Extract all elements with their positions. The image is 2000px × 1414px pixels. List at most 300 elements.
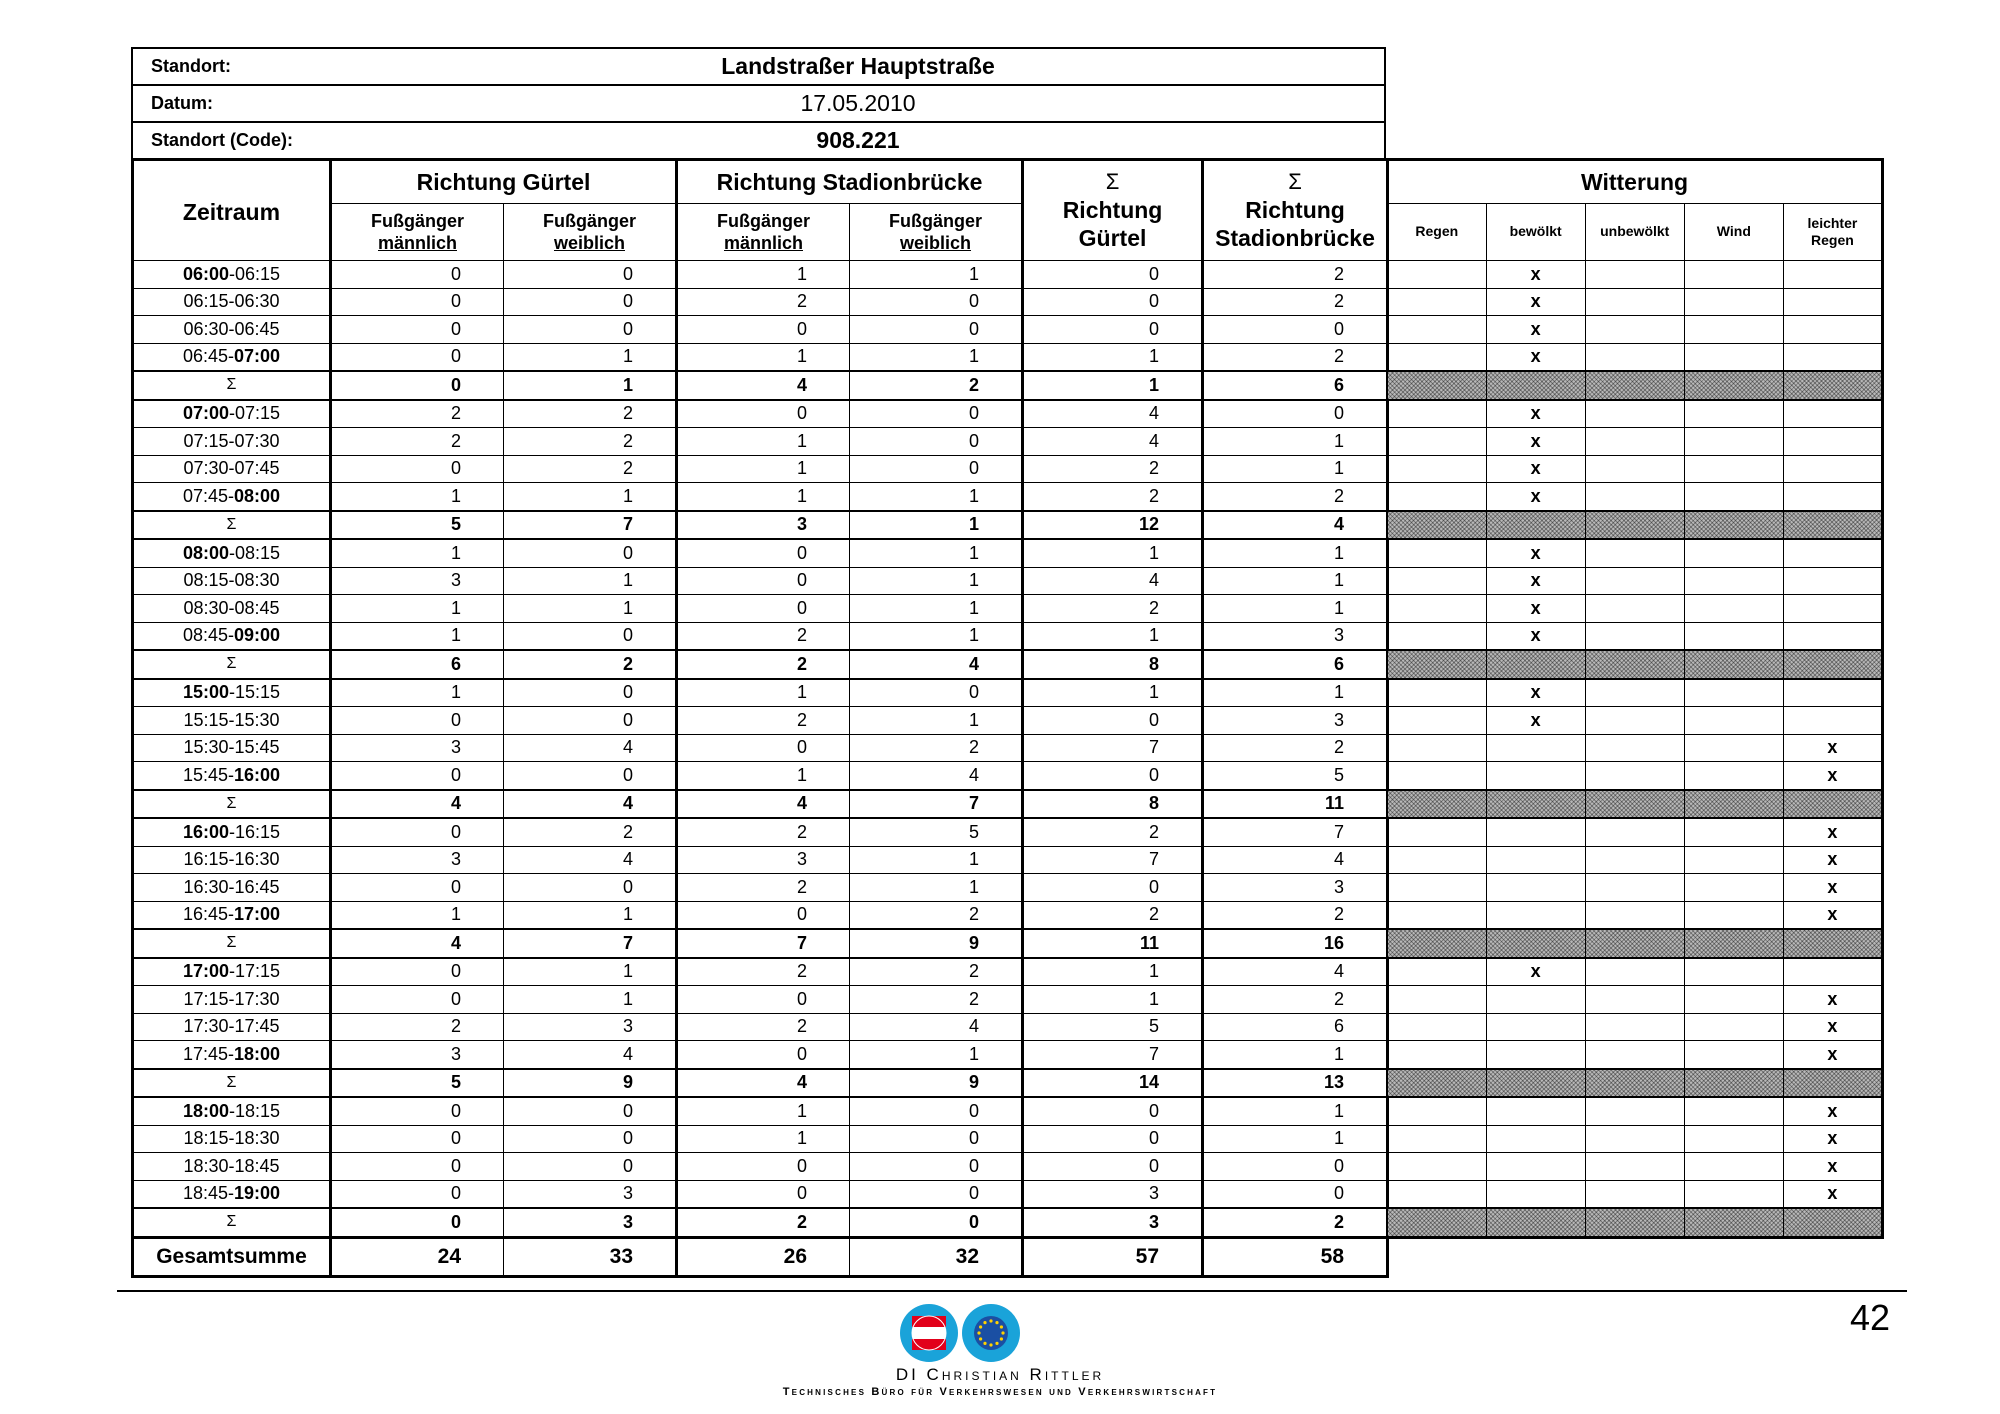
subtotal-cell: 4 [850, 650, 1023, 679]
subtotal-cell: 4 [331, 929, 504, 958]
hatch-cell [1684, 1069, 1783, 1098]
hatch-cell [1387, 790, 1486, 819]
weather-cell [1486, 1153, 1585, 1181]
weather-cell [1684, 567, 1783, 595]
table-row [133, 1180, 1388, 1208]
weather-cell [1585, 1180, 1684, 1208]
weather-row [1387, 679, 1883, 707]
time-part-1: 17:45- [182, 1043, 234, 1064]
count-cell: 3 [331, 846, 504, 874]
hatch-cell [1585, 371, 1684, 400]
count-cell: 4 [850, 762, 1023, 790]
hatch-cell [1585, 1208, 1684, 1237]
count-cell: 1 [504, 958, 677, 986]
weather-table [1386, 158, 1884, 1239]
subtotal-cell: 4 [331, 790, 504, 819]
weather-cell [1585, 734, 1684, 762]
time-part-2: 08:00 [234, 485, 281, 506]
fg-label: Fußgänger [371, 210, 464, 231]
subtotal-cell: 8 [1023, 790, 1203, 819]
weather-cell [1684, 846, 1783, 874]
weather-cell [1387, 567, 1486, 595]
weather-cell [1585, 483, 1684, 511]
weather-cell [1585, 539, 1684, 567]
count-cell: 7 [1023, 734, 1203, 762]
count-cell: 5 [1203, 762, 1388, 790]
table-row [133, 428, 1388, 456]
count-cell: 2 [677, 874, 850, 902]
weather-cell [1585, 316, 1684, 344]
hatch-cell [1387, 371, 1486, 400]
sigma-symbol: Σ [1105, 169, 1120, 194]
count-cell: 1 [1023, 622, 1203, 650]
count-cell: 0 [850, 1125, 1023, 1153]
count-cell: 1 [504, 567, 677, 595]
weather-row [1387, 428, 1883, 456]
table-row [133, 679, 1388, 707]
subtotal-cell: 6 [1203, 371, 1388, 400]
time-cell [133, 622, 331, 650]
count-cell: 1 [677, 343, 850, 371]
weather-cell [1684, 288, 1783, 316]
weather-hatch-row [1387, 790, 1883, 819]
weather-cell: x [1783, 1097, 1882, 1125]
sum-guertel-header [1023, 160, 1203, 261]
count-cell: 4 [504, 1041, 677, 1069]
time-part-2: -18:15 [229, 1100, 281, 1121]
weather-row [1387, 846, 1883, 874]
count-cell: 1 [331, 679, 504, 707]
fg-maennlich-guertel-header [331, 204, 504, 261]
subtotal-cell: 1 [1023, 371, 1203, 400]
weather-cell: x [1783, 1041, 1882, 1069]
weather-cell [1387, 1013, 1486, 1041]
count-cell: 2 [677, 818, 850, 846]
subtotal-row [133, 511, 1388, 540]
weather-row [1387, 734, 1883, 762]
count-cell: 2 [1023, 818, 1203, 846]
subtotal-cell: 3 [504, 1208, 677, 1237]
weather-cell [1486, 986, 1585, 1014]
weather-cell: x [1783, 846, 1882, 874]
weather-cell [1783, 343, 1882, 371]
table-row [133, 1097, 1388, 1125]
time-part-1: 07:45- [182, 485, 234, 506]
weather-cell: x [1486, 539, 1585, 567]
table-row [133, 1125, 1388, 1153]
count-cell: 1 [504, 483, 677, 511]
count-cell: 1 [677, 1097, 850, 1125]
weather-hatch-row [1387, 511, 1883, 540]
time-part-1: 17:15-17:30 [183, 988, 280, 1009]
count-cell: 4 [850, 1013, 1023, 1041]
count-cell: 0 [331, 986, 504, 1014]
count-cell: 2 [1203, 483, 1388, 511]
hatch-cell [1387, 929, 1486, 958]
count-cell: 0 [677, 400, 850, 428]
subtotal-cell: 14 [1023, 1069, 1203, 1098]
time-part-1: 16:15-16:30 [183, 849, 280, 870]
time-part-2: -17:15 [229, 961, 281, 982]
count-cell: 0 [331, 288, 504, 316]
count-cell: 1 [1023, 986, 1203, 1014]
weather-cell [1684, 901, 1783, 929]
time-part-2: -08:15 [229, 542, 281, 563]
weather-cell [1387, 261, 1486, 289]
count-cell: 0 [504, 288, 677, 316]
count-cell: 0 [504, 1125, 677, 1153]
time-cell [133, 734, 331, 762]
table-row [133, 818, 1388, 846]
hatch-cell [1783, 511, 1882, 540]
subtotal-cell: 0 [850, 1208, 1023, 1237]
time-part-1: 08:15-08:30 [183, 570, 280, 591]
table-row [133, 316, 1388, 344]
count-cell: 1 [504, 595, 677, 623]
count-cell: 0 [850, 288, 1023, 316]
time-cell [133, 1013, 331, 1041]
total-cell: 58 [1203, 1237, 1388, 1276]
weather-cell [1387, 483, 1486, 511]
pedestrian-count-table [131, 158, 1389, 1278]
weather-cell [1783, 428, 1882, 456]
count-cell: 2 [1203, 734, 1388, 762]
weiblich-label: weiblich [900, 233, 972, 253]
table-row [133, 1041, 1388, 1069]
count-cell: 0 [331, 343, 504, 371]
weather-cell: x [1486, 958, 1585, 986]
count-cell: 0 [1203, 316, 1388, 344]
weather-cell [1684, 874, 1783, 902]
time-part-1: 16:45- [182, 904, 234, 925]
wx-col-regen: Regen [1387, 204, 1486, 261]
time-cell [133, 1153, 331, 1181]
time-cell [133, 539, 331, 567]
sum-stadion-header [1203, 160, 1388, 261]
count-cell: 2 [850, 986, 1023, 1014]
count-cell: 0 [677, 1180, 850, 1208]
count-cell: 0 [677, 1041, 850, 1069]
hatch-cell [1684, 371, 1783, 400]
table-row [133, 874, 1388, 902]
weather-row [1387, 539, 1883, 567]
count-cell: 1 [331, 483, 504, 511]
time-part-1: 08:00 [182, 542, 229, 563]
weather-cell [1387, 1180, 1486, 1208]
weather-cell [1783, 400, 1882, 428]
count-cell: 1 [677, 1125, 850, 1153]
weather-cell [1585, 1013, 1684, 1041]
weather-row [1387, 1013, 1883, 1041]
weather-cell [1387, 958, 1486, 986]
count-cell: 0 [850, 316, 1023, 344]
time-cell [133, 1125, 331, 1153]
table-row [133, 261, 1388, 289]
time-cell [133, 1097, 331, 1125]
count-cell: 0 [504, 539, 677, 567]
weather-cell [1486, 1041, 1585, 1069]
count-cell: 0 [1023, 288, 1203, 316]
weather-cell [1585, 455, 1684, 483]
count-cell: 1 [504, 986, 677, 1014]
hatch-cell [1783, 650, 1882, 679]
time-part-1: 15:15-15:30 [183, 709, 280, 730]
hatch-cell [1585, 929, 1684, 958]
weather-cell [1684, 595, 1783, 623]
subtotal-cell: 13 [1203, 1069, 1388, 1098]
weather-cell [1585, 958, 1684, 986]
weather-row [1387, 483, 1883, 511]
count-cell: 5 [1023, 1013, 1203, 1041]
time-cell [133, 958, 331, 986]
count-cell: 0 [331, 818, 504, 846]
sigma-symbol: Σ [133, 929, 331, 958]
count-cell: 2 [677, 958, 850, 986]
zeitraum-header: Zeitraum [133, 160, 331, 261]
count-cell: 0 [331, 874, 504, 902]
time-part-2: 18:00 [234, 1043, 281, 1064]
weather-hatch-row [1387, 1208, 1883, 1237]
weather-cell [1585, 762, 1684, 790]
weather-cell [1585, 1125, 1684, 1153]
count-cell: 3 [677, 846, 850, 874]
weather-cell: x [1783, 901, 1882, 929]
code-value: 908.221 [332, 122, 1385, 159]
subtotal-cell: 12 [1023, 511, 1203, 540]
total-cell: 32 [850, 1237, 1023, 1276]
weather-cell [1486, 846, 1585, 874]
count-cell: 3 [331, 1041, 504, 1069]
weather-cell [1387, 818, 1486, 846]
count-cell: 2 [677, 622, 850, 650]
count-cell: 2 [1203, 986, 1388, 1014]
count-cell: 0 [331, 707, 504, 735]
company-name: DI Christian Rittler [895, 1365, 1105, 1384]
count-cell: 0 [850, 1153, 1023, 1181]
weather-cell [1684, 261, 1783, 289]
table-row [133, 986, 1388, 1014]
weather-cell [1783, 261, 1882, 289]
count-cell: 0 [1023, 874, 1203, 902]
weather-cell [1684, 986, 1783, 1014]
total-row [133, 1237, 1388, 1276]
count-cell: 0 [677, 986, 850, 1014]
time-part-1: 06:30-06:45 [183, 318, 280, 339]
subtotal-cell: 6 [1203, 650, 1388, 679]
time-cell [133, 707, 331, 735]
count-cell: 4 [1023, 567, 1203, 595]
count-cell: 3 [504, 1013, 677, 1041]
subtotal-cell: 7 [504, 929, 677, 958]
weather-cell [1783, 316, 1882, 344]
hatch-cell [1387, 1208, 1486, 1237]
time-cell [133, 595, 331, 623]
subtotal-cell: 5 [331, 511, 504, 540]
count-cell: 4 [1023, 428, 1203, 456]
sigma-symbol: Σ [133, 511, 331, 540]
weather-cell [1585, 567, 1684, 595]
sigma-symbol: Σ [133, 371, 331, 400]
count-cell: 1 [850, 622, 1023, 650]
weather-cell [1387, 1097, 1486, 1125]
time-part-2: 19:00 [234, 1183, 281, 1204]
subtotal-cell: 4 [677, 790, 850, 819]
weather-cell [1684, 455, 1783, 483]
weather-cell [1783, 679, 1882, 707]
count-cell: 2 [504, 400, 677, 428]
count-cell: 0 [850, 679, 1023, 707]
count-cell: 2 [1203, 343, 1388, 371]
weather-cell [1387, 622, 1486, 650]
maennlich-label: männlich [723, 233, 803, 253]
subtotal-cell: 4 [1203, 511, 1388, 540]
subtotal-cell: 0 [331, 371, 504, 400]
subtotal-cell: 5 [331, 1069, 504, 1098]
table-row [133, 567, 1388, 595]
weather-cell [1387, 901, 1486, 929]
count-cell: 2 [850, 901, 1023, 929]
weather-cell [1387, 400, 1486, 428]
hatch-cell [1684, 650, 1783, 679]
subtotal-cell: 9 [504, 1069, 677, 1098]
count-cell: 2 [1023, 901, 1203, 929]
page-number: 42 [1849, 1297, 1890, 1338]
time-part-1: 18:00 [182, 1100, 229, 1121]
weather-row [1387, 343, 1883, 371]
weather-cell: x [1486, 316, 1585, 344]
weather-row [1387, 762, 1883, 790]
weather-row [1387, 400, 1883, 428]
weather-cell [1585, 428, 1684, 456]
subtotal-cell: 9 [850, 1069, 1023, 1098]
hatch-cell [1486, 650, 1585, 679]
weather-cell [1387, 874, 1486, 902]
standort-label: Standort: [132, 48, 332, 85]
table-row [133, 288, 1388, 316]
weather-hatch-row [1387, 1069, 1883, 1098]
subtotal-row [133, 371, 1388, 400]
subtotal-cell: 9 [850, 929, 1023, 958]
datum-value: 17.05.2010 [332, 85, 1385, 122]
weather-cell [1486, 1180, 1585, 1208]
sum-stadion-line1: Richtung [1245, 196, 1345, 223]
time-part-2: -07:15 [229, 403, 281, 424]
count-cell: 0 [677, 595, 850, 623]
hatch-cell [1783, 371, 1882, 400]
time-part-1: 06:15-06:30 [183, 291, 280, 312]
count-cell: 1 [1203, 428, 1388, 456]
footer-divider [117, 1290, 1907, 1292]
time-part-2: -15:15 [229, 682, 281, 703]
weather-cell [1684, 679, 1783, 707]
time-part-1: 08:45- [182, 625, 234, 646]
count-cell: 4 [1023, 400, 1203, 428]
weather-row [1387, 455, 1883, 483]
total-label: Gesamtsumme [133, 1237, 331, 1276]
count-cell: 6 [1203, 1013, 1388, 1041]
count-cell: 1 [850, 846, 1023, 874]
weather-cell [1387, 734, 1486, 762]
sigma-symbol: Σ [1288, 169, 1302, 194]
count-cell: 7 [1203, 818, 1388, 846]
hatch-cell [1387, 511, 1486, 540]
time-part-1: 15:30-15:45 [183, 737, 280, 758]
count-cell: 1 [331, 539, 504, 567]
count-cell: 2 [331, 1013, 504, 1041]
subtotal-cell: 7 [677, 929, 850, 958]
count-cell: 0 [1023, 1125, 1203, 1153]
weather-cell [1387, 679, 1486, 707]
count-cell: 1 [1023, 679, 1203, 707]
weather-cell [1684, 1013, 1783, 1041]
weather-cell [1684, 343, 1783, 371]
weather-cell [1387, 343, 1486, 371]
count-cell: 1 [850, 483, 1023, 511]
hatch-cell [1387, 1069, 1486, 1098]
count-cell: 0 [504, 1097, 677, 1125]
sigma-symbol: Σ [133, 650, 331, 679]
count-cell: 0 [331, 1125, 504, 1153]
weather-row [1387, 874, 1883, 902]
time-part-1: 08:30-08:45 [183, 597, 280, 618]
count-cell: 0 [504, 874, 677, 902]
weather-cell: x [1486, 483, 1585, 511]
weather-row [1387, 901, 1883, 929]
count-cell: 1 [677, 428, 850, 456]
weather-cell: x [1783, 1013, 1882, 1041]
weather-cell [1684, 483, 1783, 511]
weather-cell [1387, 428, 1486, 456]
count-cell: 1 [850, 874, 1023, 902]
count-cell: 1 [1023, 539, 1203, 567]
weather-cell [1585, 679, 1684, 707]
wx-col-leichter-regen [1783, 204, 1882, 261]
weather-cell [1486, 874, 1585, 902]
count-cell: 1 [1023, 343, 1203, 371]
count-cell: 7 [1023, 1041, 1203, 1069]
time-part-2: 07:00 [234, 346, 281, 367]
time-cell [133, 846, 331, 874]
weather-cell [1684, 1041, 1783, 1069]
count-cell: 2 [331, 428, 504, 456]
table-row [133, 483, 1388, 511]
code-label: Standort (Code): [132, 122, 332, 159]
count-cell: 0 [331, 316, 504, 344]
weather-cell: x [1486, 567, 1585, 595]
table-row [133, 1153, 1388, 1181]
count-cell: 1 [504, 901, 677, 929]
count-cell: 5 [850, 818, 1023, 846]
count-cell: 0 [677, 567, 850, 595]
count-cell: 0 [850, 455, 1023, 483]
weather-row [1387, 288, 1883, 316]
count-cell: 1 [1023, 958, 1203, 986]
sum-stadion-line2: Stadionbrücke [1215, 225, 1375, 252]
time-part-2: -06:15 [229, 263, 281, 284]
count-cell: 1 [677, 483, 850, 511]
time-part-1: 16:30-16:45 [183, 876, 280, 897]
time-part-1: 17:30-17:45 [183, 1016, 280, 1037]
time-cell [133, 261, 331, 289]
weather-cell [1684, 958, 1783, 986]
weather-cell [1387, 316, 1486, 344]
weather-cell [1585, 400, 1684, 428]
weather-cell [1684, 734, 1783, 762]
count-cell: 1 [1203, 679, 1388, 707]
hatch-cell [1486, 371, 1585, 400]
count-cell: 1 [850, 567, 1023, 595]
weather-cell [1585, 1153, 1684, 1181]
